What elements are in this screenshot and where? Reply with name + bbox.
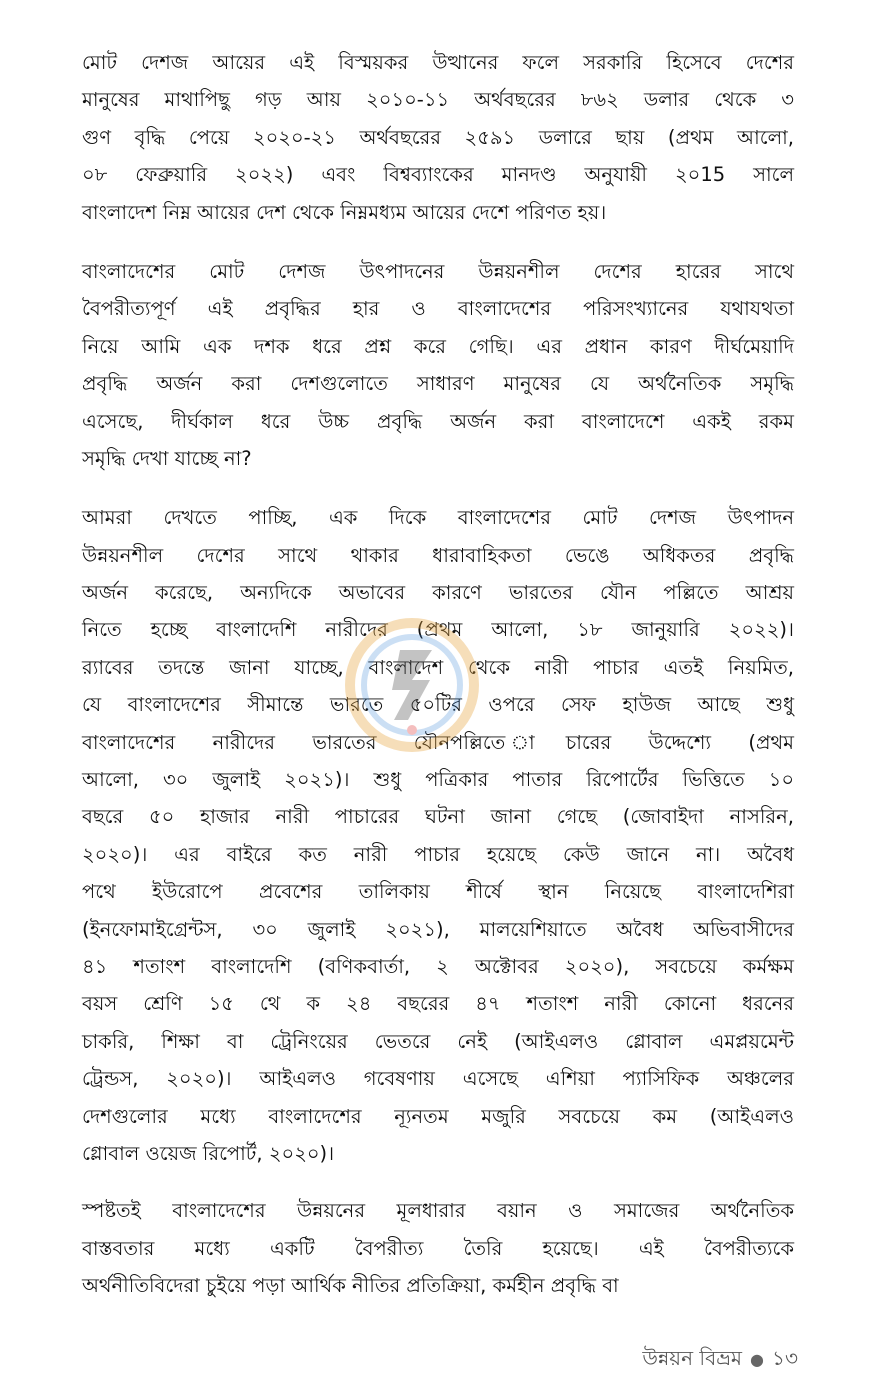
- text-line: যে বাংলাদেশের সীমান্তে ভারতে ৫০টির ওপরে সেফ হাউজ আছে শুধু: [82, 693, 794, 717]
- page-body: [82, 44, 794, 1305]
- text-line: বছরে ৫০ হাজার নারী পাচারের ঘটনা জানা গেছে (জোবাইদা নাসরিন,: [82, 805, 794, 829]
- paragraph-1: [82, 44, 794, 231]
- text-line: নিতে হচ্ছে বাংলাদেশি নারীদের (প্রথম আলো, ১৮ জানুয়ারি ২০২২)।: [82, 618, 794, 642]
- text-line: র‍্যাবের তদন্তে জানা যাচ্ছে, বাংলাদেশ থেকে নারী পাচার এতই নিয়মিত,: [82, 655, 794, 679]
- text-line: প্রবৃদ্ধি অর্জন করা দেশগুলোতে সাধারণ মানুষের যে অর্থনৈতিক সমৃদ্ধি: [82, 372, 794, 396]
- text-line: নিয়ে আমি এক দশক ধরে প্রশ্ন করে গেছি। এর প্রধান কারণ দীর্ঘমেয়াদি: [82, 334, 794, 358]
- text-line: বাংলাদেশের নারীদের ভারতের যৌনপল্লিতে াচারের উদ্দেশ্যে (প্রথম: [82, 730, 794, 754]
- paragraph-4: [82, 1192, 794, 1304]
- page-number: ১৩: [772, 1346, 798, 1370]
- paragraph-2: [82, 253, 794, 477]
- text-line: সমৃদ্ধি দেখা যাচ্ছে না?: [82, 446, 252, 470]
- text-line: পথে ইউরোপে প্রবেশের তালিকায় শীর্ষে স্থান নিয়েছে বাংলাদেশিরা: [82, 880, 794, 904]
- page-footer: [642, 1344, 798, 1377]
- text-line: স্পষ্টতই বাংলাদেশের উন্নয়নের মূলধারার বয়ান ও সমাজের অর্থনৈতিক: [82, 1199, 794, 1223]
- text-line: ০৮ ফেব্রুয়ারি ২০২২) এবং বিশ্বব্যাংকের মানদণ্ড অনুযায়ী ২০15 সালে: [82, 163, 794, 187]
- text-line: মোট দেশজ আয়ের এই বিস্ময়কর উত্থানের ফলে সরকারি হিসেবে দেশের: [82, 51, 794, 74]
- text-line: ট্রেন্ডস, ২০২০)। আইএলও গবেষণায় এসেছে এশিয়া প্যাসিফিক অঞ্চলের: [82, 1067, 794, 1091]
- text-line: আলো, ৩০ জুলাই ২০২১)। শুধু পত্রিকার পাতার রিপোর্টের ভিত্তিতে ১০: [82, 768, 794, 792]
- text-line: অর্জন করেছে, অন্যদিকে অভাবের কারণে ভারতের যৌন পল্লিতে আশ্রয়: [82, 581, 794, 605]
- text-line: ৪১ শতাংশ বাংলাদেশি (বণিকবার্তা, ২ অক্টোবর ২০২০), সবচেয়ে কর্মক্ষম: [82, 954, 794, 978]
- text-line: বাংলাদেশের মোট দেশজ উৎপাদনের উন্নয়নশীল দেশের হারের সাথে: [82, 259, 794, 283]
- paragraph-3: [82, 499, 794, 1172]
- text-line: বৈপরীত্যপূর্ণ এই প্রবৃদ্ধির হার ও বাংলাদেশের পরিসংখ্যানের যথাযথতা: [82, 297, 794, 321]
- text-line: ২০২০)। এর বাইরে কত নারী পাচার হয়েছে কেউ জানে না। অবৈধ: [82, 842, 794, 866]
- text-line: বাস্তবতার মধ্যে একটি বৈপরীত্য তৈরি হয়েছে। এই বৈপরীত্যকে: [82, 1236, 794, 1260]
- text-line: গ্লোবাল ওয়েজ রিপোর্ট, ২০২০)।: [82, 1141, 335, 1165]
- separator-dot-icon: ●: [750, 1350, 765, 1369]
- book-title: উন্নয়ন বিভ্রম: [642, 1346, 743, 1370]
- text-line: বাংলাদেশ নিম্ন আয়ের দেশ থেকে নিম্নমধ্যম আয়ের দেশে পরিণত হয়।: [82, 200, 607, 224]
- text-line: মানুষের মাথাপিছু গড় আয় ২০১০-১১ অর্থবছরের ৮৬২ ডলার থেকে ৩: [82, 88, 794, 112]
- text-line: গুণ বৃদ্ধি পেয়ে ২০২০-২১ অর্থবছরের ২৫৯১ ডলারে ছায় (প্রথম আলো,: [82, 125, 794, 149]
- text-line: উন্নয়নশীল দেশের সাথে থাকার ধারাবাহিকতা ভেঙে অধিকতর প্রবৃদ্ধি: [82, 543, 794, 567]
- text-line: চাকরি, শিক্ষা বা ট্রেনিংয়ের ভেতরে নেই (আইএলও গ্লোবাল এমপ্লয়মেন্ট: [82, 1029, 794, 1053]
- text-line: অর্থনীতিবিদেরা চুইয়ে পড়া আর্থিক নীতির প্রতিক্রিয়া, কর্মহীন প্রবৃদ্ধি বা: [82, 1274, 619, 1298]
- text-line: বয়স শ্রেণি ১৫ থে ক ২৪ বছরের ৪৭ শতাংশ নারী কোনো ধরনের: [82, 992, 794, 1016]
- text-line: (ইনফোমাইগ্রেন্টস, ৩০ জুলাই ২০২১), মালয়েশিয়াতে অবৈধ অভিবাসীদের: [82, 917, 794, 941]
- text-line: আমরা দেখতে পাচ্ছি, এক দিকে বাংলাদেশের মোট দেশজ উৎপাদন: [82, 506, 794, 530]
- text-line: এসেছে, দীর্ঘকাল ধরে উচ্চ প্রবৃদ্ধি অর্জন করা বাংলাদেশে একই রকম: [82, 409, 794, 433]
- text-line: দেশগুলোর মধ্যে বাংলাদেশের ন্যূনতম মজুরি সবচেয়ে কম (আইএলও: [82, 1104, 794, 1128]
